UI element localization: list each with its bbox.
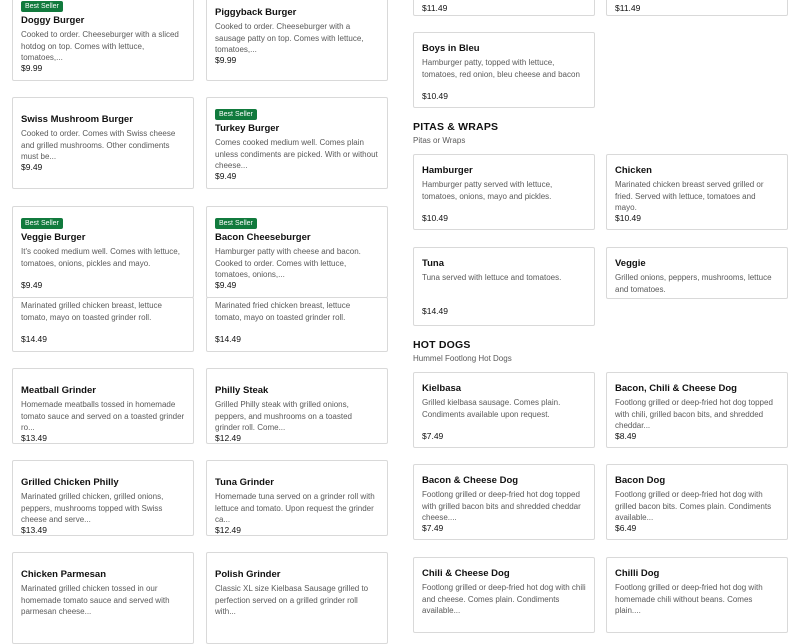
item-description: Comes cooked medium well. Comes plain unless condiments are picked. With or without cheese...: [215, 138, 378, 170]
item-price: $12.49: [215, 433, 241, 443]
menu-item-card[interactable]: [12, 97, 194, 189]
item-name: Polish Grinder: [215, 569, 281, 580]
menu-item-card[interactable]: [12, 552, 194, 644]
menu-item-card[interactable]: [413, 464, 595, 540]
menu-item-card[interactable]: [606, 464, 788, 540]
item-price: $13.49: [21, 433, 47, 443]
menu-item-card[interactable]: [12, 0, 194, 81]
item-name: Chilli Dog: [615, 568, 660, 579]
item-description: Marinated grilled chicken breast, lettuce tomato, mayo on toasted grinder roll.: [21, 301, 162, 322]
item-price: $9.49: [215, 171, 237, 181]
item-name: Meatball Grinder: [21, 385, 96, 396]
item-name: Bacon, Chili & Cheese Dog: [615, 383, 737, 394]
item-price: $9.49: [215, 280, 237, 290]
section-subtitle-hotdogs: Hummel Footlong Hot Dogs: [413, 354, 512, 363]
item-description: Classic XL size Kielbasa Sausage grilled to perfection served on a grilled grinder roll with...: [215, 584, 369, 616]
item-price: $14.49: [215, 334, 241, 344]
item-name: Swiss Mushroom Burger: [21, 114, 133, 125]
item-name: Turkey Burger: [215, 123, 280, 134]
item-name: Bacon Cheeseburger: [215, 232, 311, 243]
menu-item-card[interactable]: [206, 297, 388, 352]
item-price: $10.49: [422, 213, 448, 223]
item-description: Grilled onions, peppers, mushrooms, lettuce and tomatoes.: [615, 273, 772, 294]
section-title-pitas: PITAS & WRAPS: [413, 121, 499, 133]
menu-item-card[interactable]: [606, 557, 788, 633]
menu-item-card[interactable]: [413, 247, 595, 326]
item-description: Grilled kielbasa sausage. Comes plain. Condiments available upon request.: [422, 398, 561, 419]
item-description: Footlong grilled or deep-fried hot dog topped with grilled bacon bits and shredded cheddar cheese....: [422, 490, 581, 522]
item-price: $9.49: [21, 280, 43, 290]
item-price: $14.49: [21, 334, 47, 344]
menu-item-card[interactable]: [206, 460, 388, 536]
item-name: Chicken: [615, 165, 652, 176]
best-seller-badge: Best Seller: [215, 218, 257, 229]
item-description: Cooked to order. Cheeseburger with a sliced hotdog on top. Comes with lettuce, tomatoes,...: [21, 30, 179, 62]
item-description: Marinated grilled chicken tossed in our homemade tomato sauce and served with parmesan cheese...: [21, 584, 170, 616]
section-subtitle-pitas: Pitas or Wraps: [413, 136, 466, 145]
item-description: Marinated grilled chicken, grilled onions, peppers, mushrooms topped with Swiss cheese and serve...: [21, 492, 164, 524]
item-price: $10.49: [615, 213, 641, 223]
menu-item-card[interactable]: [12, 206, 194, 298]
item-price: $7.49: [422, 431, 444, 441]
menu-item-card[interactable]: [606, 0, 788, 16]
item-price: $9.99: [21, 63, 43, 73]
item-price: $6.49: [615, 523, 637, 533]
menu-item-card[interactable]: [413, 154, 595, 230]
item-price: $7.49: [422, 523, 444, 533]
best-seller-badge: Best Seller: [21, 218, 63, 229]
menu-item-card[interactable]: [413, 372, 595, 448]
menu-item-card[interactable]: [206, 552, 388, 644]
item-description: Footlong grilled or deep-fried hot dog topped with chili, grilled bacon bits, and shredded cheddar...: [615, 398, 773, 430]
item-description: Cooked to order. Comes with Swiss cheese and grilled mushrooms. Other condiments must be...: [21, 129, 176, 161]
item-name: Veggie Burger: [21, 232, 86, 243]
item-name: Bacon & Cheese Dog: [422, 475, 519, 486]
menu-item-card[interactable]: [206, 206, 388, 298]
item-name: Tuna: [422, 258, 444, 269]
item-description: It's cooked medium well. Comes with lettuce, tomatoes, onions, pickles and mayo.: [21, 247, 180, 268]
item-description: Footlong grilled or deep-fried hot dog with chili and cheese. Comes plain. Condiments available...: [422, 583, 586, 615]
item-name: Piggyback Burger: [215, 7, 297, 18]
item-description: Footlong grilled or deep-fried hot dog with homemade chili without beans. Comes plain....: [615, 583, 763, 615]
item-description: Marinated chicken breast served grilled or fried. Served with lettuce, tomatoes and mayo.: [615, 180, 764, 212]
menu-item-card[interactable]: [12, 460, 194, 536]
item-description: Footlong grilled or deep-fried hot dog with grilled bacon bits. Comes plain. Condiments available...: [615, 490, 772, 522]
item-price: $8.49: [615, 431, 637, 441]
item-price: $11.49: [422, 3, 448, 13]
menu-item-card[interactable]: [12, 297, 194, 352]
item-name: Hamburger: [422, 165, 473, 176]
item-price: $12.49: [215, 525, 241, 535]
menu-item-card[interactable]: [606, 372, 788, 448]
item-description: Grilled Philly steak with grilled onions, peppers, and mushrooms on a toasted grinder roll. Come...: [215, 400, 352, 432]
item-name: Chicken Parmesan: [21, 569, 107, 580]
item-description: Homemade meatballs tossed in homemade tomato sauce and served on a toasted grinder ro...: [21, 400, 185, 432]
menu-item-card[interactable]: [206, 368, 388, 444]
item-price: $9.99: [215, 55, 237, 65]
section-title-hotdogs: HOT DOGS: [413, 339, 471, 351]
item-description: Hamburger patty, topped with lettuce, tomatoes, red onion, bleu cheese and bacon: [422, 58, 580, 79]
item-price: $13.49: [21, 525, 47, 535]
item-name: Kielbasa: [422, 383, 462, 394]
item-name: Boys in Bleu: [422, 43, 480, 54]
best-seller-badge: Best Seller: [21, 1, 63, 12]
item-price: $9.49: [21, 162, 43, 172]
item-name: Philly Steak: [215, 385, 269, 396]
menu-item-card[interactable]: [206, 0, 388, 81]
item-name: Grilled Chicken Philly: [21, 477, 119, 488]
menu-item-card[interactable]: [413, 557, 595, 633]
item-description: Hamburger patty served with lettuce, tomatoes, onions, mayo and pickles.: [422, 180, 553, 201]
menu-item-card[interactable]: [413, 32, 595, 108]
item-description: Marinated fried chicken breast, lettuce tomato, mayo on toasted grinder roll.: [215, 301, 351, 322]
item-name: Chili & Cheese Dog: [422, 568, 510, 579]
item-name: Tuna Grinder: [215, 477, 274, 488]
item-description: Tuna served with lettuce and tomatoes.: [422, 273, 562, 282]
item-price: $10.49: [422, 91, 448, 101]
item-description: Cooked to order. Cheeseburger with a sausage patty on top. Comes with lettuce, tomatoes,...: [215, 22, 364, 54]
menu-item-card[interactable]: [413, 0, 595, 16]
menu-item-card[interactable]: [606, 154, 788, 230]
item-price: $11.49: [615, 3, 641, 13]
menu-item-card[interactable]: [12, 368, 194, 444]
best-seller-badge: Best Seller: [215, 109, 257, 120]
menu-item-card[interactable]: [206, 97, 388, 189]
item-name: Veggie: [615, 258, 646, 269]
item-description: Homemade tuna served on a grinder roll with lettuce and tomato. Upon request the grinder ca...: [215, 492, 375, 524]
item-description: Hamburger patty with cheese and bacon. Cooked to order. Comes with lettuce, tomatoes, onions,...: [215, 247, 361, 279]
item-price: $14.49: [422, 306, 448, 316]
item-name: Doggy Burger: [21, 15, 85, 26]
menu-item-card[interactable]: [606, 247, 788, 299]
item-name: Bacon Dog: [615, 475, 666, 486]
